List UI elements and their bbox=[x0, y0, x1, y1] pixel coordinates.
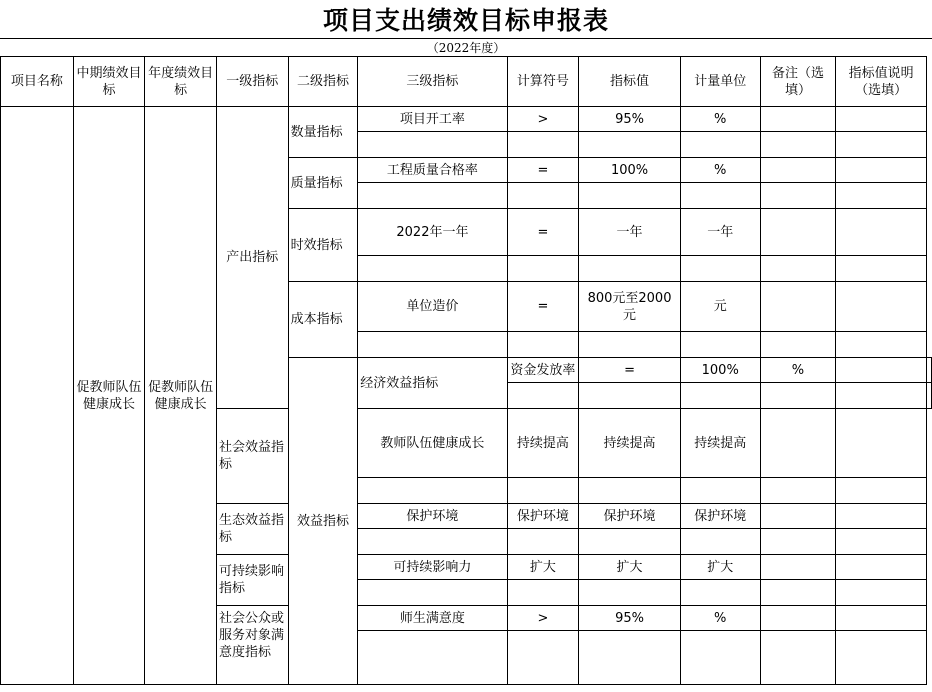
level2-economic: 经济效益指标 bbox=[358, 358, 507, 409]
empty-cell[interactable] bbox=[507, 183, 579, 209]
empty-cell[interactable] bbox=[358, 580, 507, 606]
project-name-cell bbox=[1, 107, 74, 685]
empty-cell[interactable] bbox=[358, 631, 507, 685]
satisfaction-value: 95% bbox=[579, 606, 681, 631]
level2-timeliness: 时效指标 bbox=[288, 209, 358, 282]
economic-op: = bbox=[579, 358, 681, 383]
quantity-value: 95% bbox=[579, 107, 681, 132]
mid-goal-cell: 促教师队伍健康成长 bbox=[73, 107, 145, 685]
empty-cell[interactable] bbox=[680, 383, 760, 409]
empty-cell[interactable] bbox=[507, 478, 579, 504]
header-level3: 三级指标 bbox=[358, 57, 507, 107]
empty-cell[interactable] bbox=[927, 383, 932, 409]
empty-cell[interactable] bbox=[507, 580, 579, 606]
empty-cell[interactable] bbox=[507, 256, 579, 282]
empty-cell[interactable] bbox=[358, 256, 507, 282]
empty-cell[interactable] bbox=[836, 256, 927, 282]
sustainable-unit: 扩大 bbox=[680, 555, 760, 580]
quality-name: 工程质量合格率 bbox=[358, 158, 507, 183]
empty-cell[interactable] bbox=[358, 529, 507, 555]
empty-cell[interactable] bbox=[579, 256, 681, 282]
header-remark: 备注（选填） bbox=[760, 57, 836, 107]
social-value-note[interactable] bbox=[836, 409, 927, 478]
level1-benefit: 效益指标 bbox=[288, 358, 358, 685]
empty-cell[interactable] bbox=[680, 332, 760, 358]
empty-cell[interactable] bbox=[836, 332, 927, 358]
ecological-remark[interactable] bbox=[760, 504, 836, 529]
satisfaction-value-note[interactable] bbox=[836, 606, 927, 631]
header-level2: 二级指标 bbox=[288, 57, 358, 107]
header-project-name: 项目名称 bbox=[1, 57, 74, 107]
ecological-op: 保护环境 bbox=[507, 504, 579, 529]
satisfaction-remark[interactable] bbox=[760, 606, 836, 631]
empty-cell[interactable] bbox=[680, 132, 760, 158]
ecological-name: 保护环境 bbox=[358, 504, 507, 529]
sustainable-value-note[interactable] bbox=[836, 555, 927, 580]
social-name: 教师队伍健康成长 bbox=[358, 409, 507, 478]
quantity-name: 项目开工率 bbox=[358, 107, 507, 132]
quality-op: = bbox=[507, 158, 579, 183]
empty-cell[interactable] bbox=[760, 183, 836, 209]
empty-cell[interactable] bbox=[760, 529, 836, 555]
quantity-op: > bbox=[507, 107, 579, 132]
form-year: （2022年度） bbox=[426, 40, 506, 55]
timeliness-remark[interactable] bbox=[760, 209, 836, 256]
timeliness-value: 一年 bbox=[579, 209, 681, 256]
empty-cell[interactable] bbox=[507, 631, 579, 685]
economic-value-note[interactable] bbox=[927, 358, 932, 383]
level2-sustainable: 可持续影响指标 bbox=[216, 555, 288, 606]
form-title: 项目支出绩效目标申报表 bbox=[322, 6, 609, 35]
social-remark[interactable] bbox=[760, 409, 836, 478]
empty-cell[interactable] bbox=[680, 183, 760, 209]
empty-cell[interactable] bbox=[836, 478, 927, 504]
empty-cell[interactable] bbox=[358, 183, 507, 209]
empty-cell[interactable] bbox=[680, 529, 760, 555]
header-value: 指标值 bbox=[579, 57, 681, 107]
timeliness-op: = bbox=[507, 209, 579, 256]
level2-quantity: 数量指标 bbox=[288, 107, 358, 158]
empty-cell[interactable] bbox=[760, 132, 836, 158]
cost-value-note[interactable] bbox=[836, 282, 927, 332]
empty-cell[interactable] bbox=[579, 529, 681, 555]
satisfaction-op: > bbox=[507, 606, 579, 631]
social-unit: 持续提高 bbox=[680, 409, 760, 478]
level2-social: 社会效益指标 bbox=[216, 409, 288, 504]
sustainable-name: 可持续影响力 bbox=[358, 555, 507, 580]
quantity-value-note[interactable] bbox=[836, 107, 927, 132]
performance-table bbox=[0, 56, 932, 685]
empty-cell[interactable] bbox=[760, 256, 836, 282]
timeliness-name: 2022年一年 bbox=[358, 209, 507, 256]
empty-cell[interactable] bbox=[507, 383, 579, 409]
cost-name: 单位造价 bbox=[358, 282, 507, 332]
economic-remark[interactable] bbox=[836, 358, 927, 383]
cost-remark[interactable] bbox=[760, 282, 836, 332]
empty-cell[interactable] bbox=[579, 132, 681, 158]
empty-cell[interactable] bbox=[760, 383, 836, 409]
ecological-value-note[interactable] bbox=[836, 504, 927, 529]
empty-cell[interactable] bbox=[836, 383, 927, 409]
satisfaction-unit: % bbox=[680, 606, 760, 631]
quality-value: 100% bbox=[579, 158, 681, 183]
level2-quality: 质量指标 bbox=[288, 158, 358, 209]
empty-cell[interactable] bbox=[680, 478, 760, 504]
empty-cell[interactable] bbox=[680, 580, 760, 606]
economic-name: 资金发放率 bbox=[507, 358, 579, 383]
sustainable-op: 扩大 bbox=[507, 555, 579, 580]
empty-cell[interactable] bbox=[507, 132, 579, 158]
table-row bbox=[1, 107, 932, 132]
ecological-unit: 保护环境 bbox=[680, 504, 760, 529]
timeliness-value-note[interactable] bbox=[836, 209, 927, 256]
level2-satisfaction: 社会公众或服务对象满意度指标 bbox=[216, 606, 288, 685]
empty-cell[interactable] bbox=[836, 132, 927, 158]
empty-cell[interactable] bbox=[358, 132, 507, 158]
quantity-unit: % bbox=[680, 107, 760, 132]
empty-cell[interactable] bbox=[507, 332, 579, 358]
empty-cell[interactable] bbox=[358, 478, 507, 504]
cost-value: 800元至2000元 bbox=[579, 282, 681, 332]
header-operator: 计算符号 bbox=[507, 57, 579, 107]
empty-cell[interactable] bbox=[579, 478, 681, 504]
timeliness-unit: 一年 bbox=[680, 209, 760, 256]
social-value: 持续提高 bbox=[579, 409, 681, 478]
level1-output: 产出指标 bbox=[216, 107, 288, 409]
level2-cost: 成本指标 bbox=[288, 282, 358, 358]
empty-cell[interactable] bbox=[358, 332, 507, 358]
empty-cell[interactable] bbox=[680, 631, 760, 685]
sustainable-remark[interactable] bbox=[760, 555, 836, 580]
level2-ecological: 生态效益指标 bbox=[216, 504, 288, 555]
empty-cell[interactable] bbox=[760, 580, 836, 606]
empty-cell[interactable] bbox=[836, 529, 927, 555]
ecological-value: 保护环境 bbox=[579, 504, 681, 529]
quality-value-note[interactable] bbox=[836, 158, 927, 183]
header-row bbox=[1, 57, 932, 107]
cost-op: = bbox=[507, 282, 579, 332]
empty-cell[interactable] bbox=[579, 183, 681, 209]
annual-goal-cell: 促教师队伍健康成长 bbox=[145, 107, 217, 685]
header-level1: 一级指标 bbox=[216, 57, 288, 107]
header-value-note: 指标值说明（选填） bbox=[836, 57, 927, 107]
sustainable-value: 扩大 bbox=[579, 555, 681, 580]
empty-cell[interactable] bbox=[579, 383, 681, 409]
quantity-remark[interactable] bbox=[760, 107, 836, 132]
empty-cell[interactable] bbox=[579, 580, 681, 606]
cost-unit: 元 bbox=[680, 282, 760, 332]
empty-cell[interactable] bbox=[579, 631, 681, 685]
empty-cell[interactable] bbox=[579, 332, 681, 358]
empty-cell[interactable] bbox=[760, 631, 836, 685]
empty-cell[interactable] bbox=[836, 580, 927, 606]
quality-unit: % bbox=[680, 158, 760, 183]
header-annual-goal: 年度绩效目标 bbox=[145, 57, 217, 107]
quality-remark[interactable] bbox=[760, 158, 836, 183]
empty-cell[interactable] bbox=[760, 478, 836, 504]
empty-cell[interactable] bbox=[836, 183, 927, 209]
header-mid-goal: 中期绩效目标 bbox=[73, 57, 145, 107]
empty-cell[interactable] bbox=[680, 256, 760, 282]
economic-unit: % bbox=[760, 358, 836, 383]
social-op: 持续提高 bbox=[507, 409, 579, 478]
empty-cell[interactable] bbox=[507, 529, 579, 555]
economic-value: 100% bbox=[680, 358, 760, 383]
empty-cell[interactable] bbox=[760, 332, 836, 358]
header-unit: 计量单位 bbox=[680, 57, 760, 107]
satisfaction-name: 师生满意度 bbox=[358, 606, 507, 631]
empty-cell[interactable] bbox=[836, 631, 927, 685]
